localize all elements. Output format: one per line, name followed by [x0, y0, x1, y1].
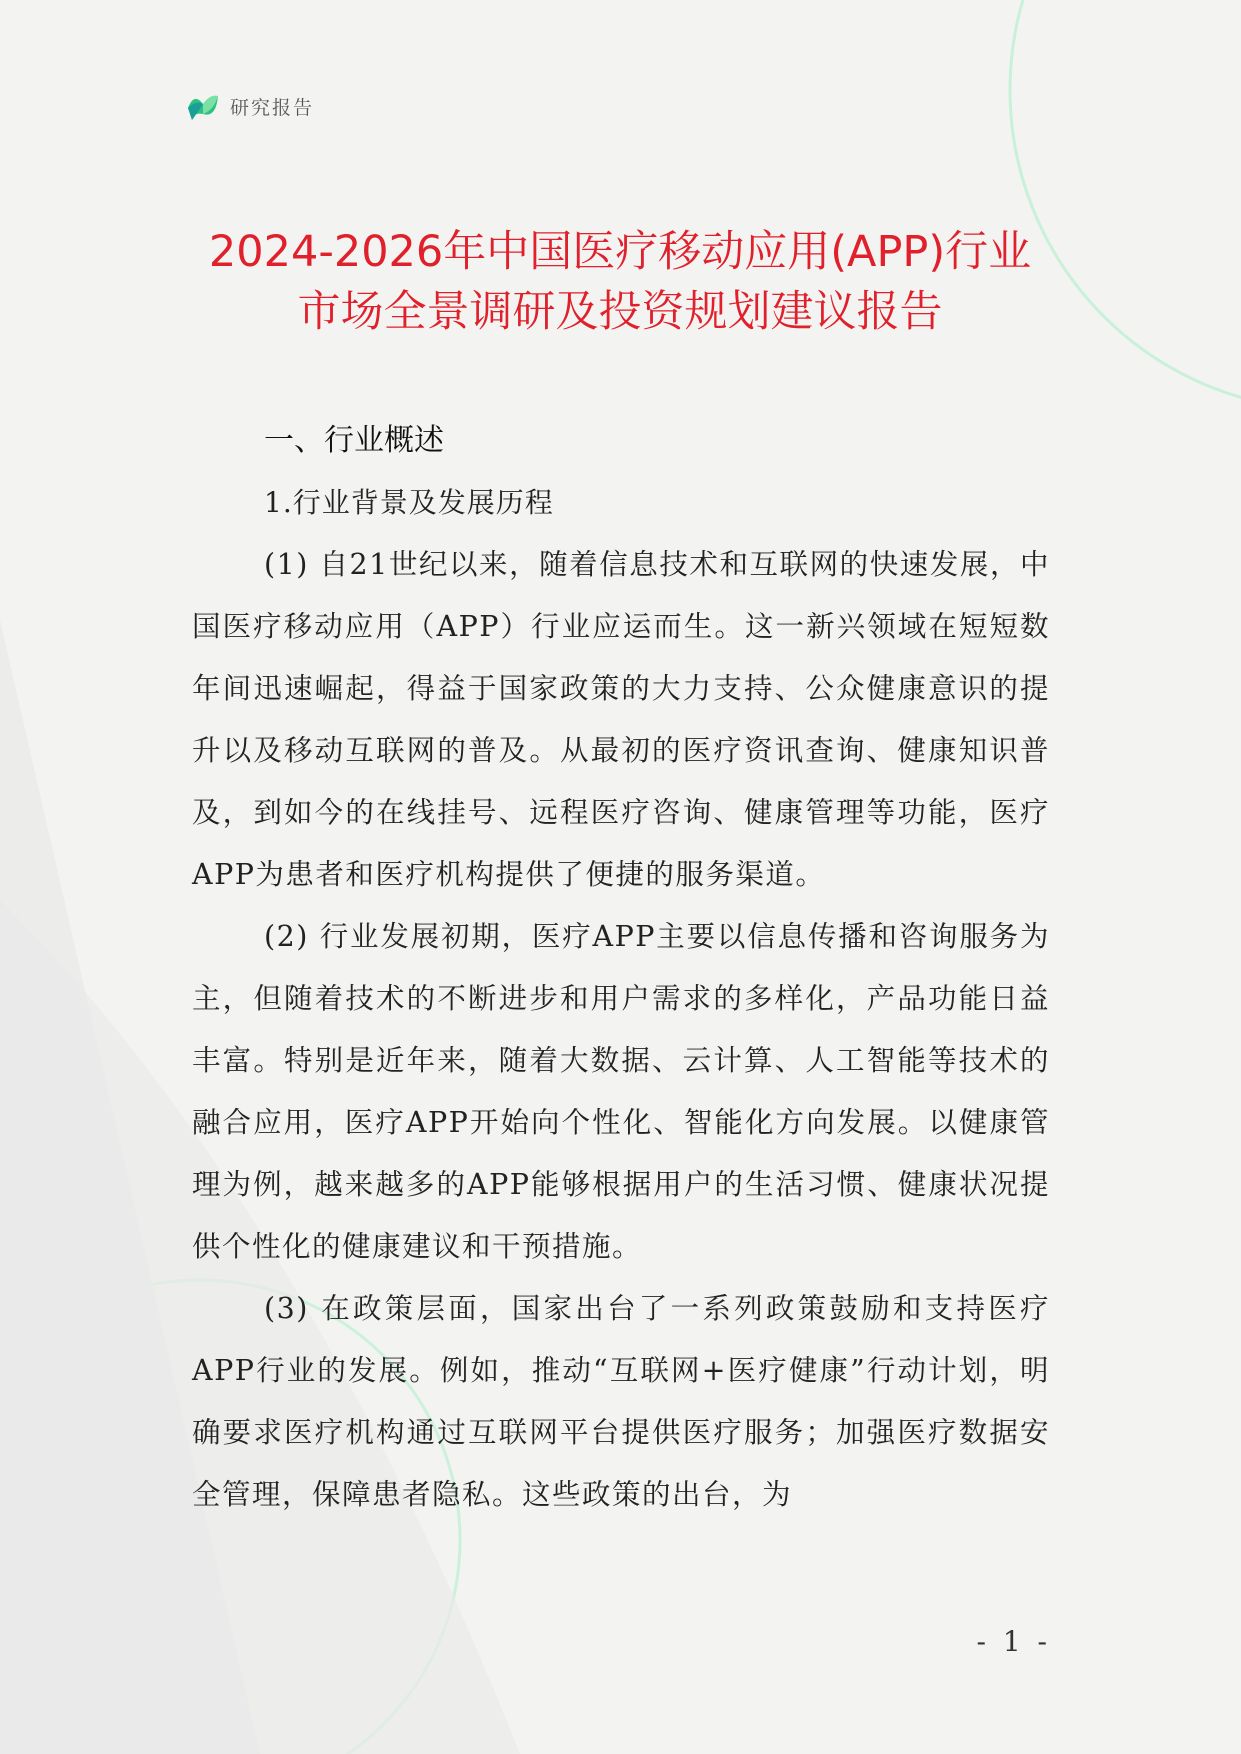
leaf-logo-icon — [186, 90, 220, 122]
report-title — [150, 222, 1090, 342]
section-heading: 一、行业概述 — [264, 423, 444, 458]
title-line-1: 2024-2026年中国医疗移动应用(APP)行业 — [208, 227, 1032, 277]
section-subheading: 1.行业背景及发展历程 — [264, 486, 554, 519]
title-line-2: 市场全景调研及投资规划建议报告 — [297, 287, 943, 337]
brand-text: 研究报告 — [230, 96, 315, 119]
page-number: - 1 - — [976, 1625, 1051, 1658]
brand-header — [186, 88, 314, 124]
paragraph-3: (3) 在政策层面，国家出台了一系列政策鼓励和支持医疗APP行业的发展。例如，推动“互联网+医疗健康”行动计划，明确要求医疗机构通过互联网平台提供医疗服务；加强医疗数据安全管理，保障患者隐私。这些政策的出台，为 — [192, 1292, 1050, 1511]
paragraph-1: (1) 自21世纪以来，随着信息技术和互联网的快速发展，中国医疗移动应用（APP）行业应运而生。这一新兴领域在短短数年间迅速崛起，得益于国家政策的大力支持、公众健康意识的提升以及移动互联网的普及。从最初的医疗资讯查询、健康知识普及，到如今的在线挂号、远程医疗咨询、健康管理等功能，医疗APP为患者和医疗机构提供了便捷的服务渠道。 — [192, 548, 1050, 891]
decor-circle-top-right — [1010, 0, 1241, 410]
paragraph-2: (2) 行业发展初期，医疗APP主要以信息传播和咨询服务为主，但随着技术的不断进步和用户需求的多样化，产品功能日益丰富。特别是近年来，随着大数据、云计算、人工智能等技术的融合应用，医疗APP开始向个性化、智能化方向发展。以健康管理为例，越来越多的APP能够根据用户的生活习惯、健康状况提供个性化的健康建议和干预措施。 — [192, 920, 1050, 1263]
report-body — [192, 410, 1050, 1526]
